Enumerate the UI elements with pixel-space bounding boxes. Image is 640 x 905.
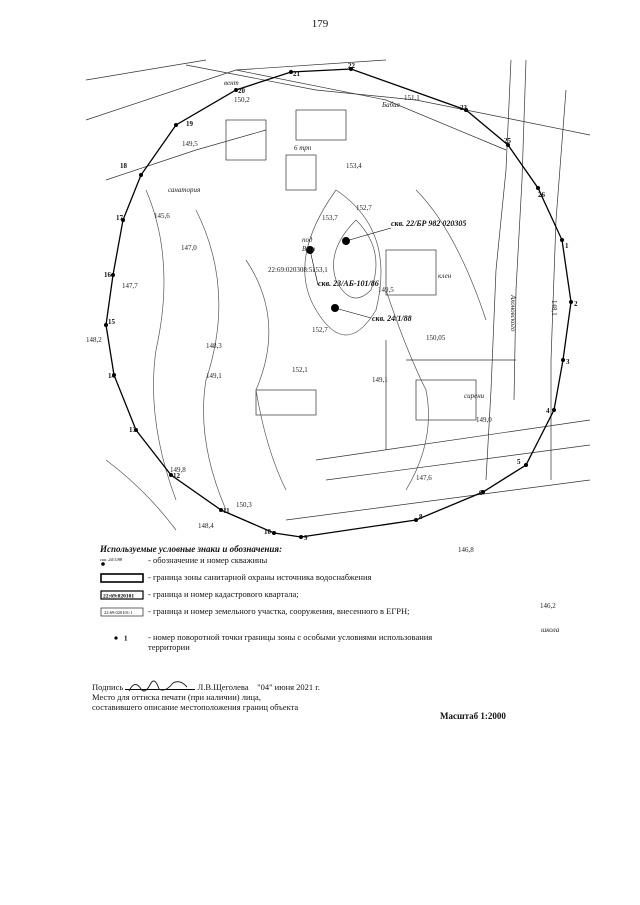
elevation-mark: 148,2 <box>86 336 102 344</box>
elevation-mark: 148,3 <box>206 342 222 350</box>
elevation-mark: 149,8 <box>170 466 186 474</box>
cadastral-quarter-icon <box>100 590 144 600</box>
svg-text:скв. 24/1/88: скв. 24/1/88 <box>100 557 123 562</box>
point-number: 14 <box>108 372 115 380</box>
elevations <box>86 94 558 610</box>
elevation-mark: 152,7 <box>356 204 372 212</box>
point-number: 3 <box>566 358 570 366</box>
elevation-mark: 149,1 <box>206 372 222 380</box>
map-label: 6 трп <box>294 144 312 152</box>
point-number: 15 <box>108 318 115 326</box>
point-number: 9 <box>304 534 308 542</box>
well-label: скв. 23/АБ-101/86 <box>318 279 379 288</box>
legend-text: - граница и номер земельного участка, сооружения, внесенного в ЕГРН; <box>148 606 410 616</box>
legend-item-parcel <box>96 605 436 631</box>
point-number: 12 <box>173 472 180 480</box>
point-number: 13 <box>129 426 136 434</box>
legend-item-zone <box>96 571 436 588</box>
legend-item-point <box>96 631 436 655</box>
point-number: 22 <box>348 62 355 70</box>
elevation-mark: 150,3 <box>236 501 252 509</box>
map-label: Бабия <box>382 101 400 109</box>
signature-mark <box>125 689 195 690</box>
svg-text:22:69:020101:1: 22:69:020101:1 <box>104 610 133 615</box>
elevation-mark: 150,05 <box>426 334 446 342</box>
point-number: 6 <box>479 489 483 497</box>
elevation-mark: 153,7 <box>322 214 338 222</box>
svg-text:22:69:020101: 22:69:020101 <box>103 593 135 600</box>
legend-text: - граница и номер кадастрового квартала; <box>148 589 299 599</box>
point-number: 2 <box>574 300 578 308</box>
turning-point-icon <box>100 633 144 643</box>
map-label: санатория <box>168 186 201 194</box>
elevation-mark: 148,4 <box>198 522 214 530</box>
point-number: 16 <box>104 271 111 279</box>
signature-prefix: Подпись <box>92 682 124 692</box>
signature-line <box>92 682 320 692</box>
svg-text:1: 1 <box>124 634 128 643</box>
zone-boundary-icon <box>100 573 144 583</box>
elevation-mark: 149,5 <box>182 140 198 148</box>
point-number: 26 <box>538 191 545 199</box>
page-number: 179 <box>311 18 329 30</box>
elevation-mark: 146,8 <box>458 546 474 554</box>
elevation-mark: 149,5 <box>378 286 394 294</box>
well-label: скв. 22/БР 982 020305 <box>391 219 467 228</box>
point-number: 1 <box>565 242 569 250</box>
elevation-mark: 153,4 <box>346 162 362 170</box>
elevation-mark: 150,2 <box>234 96 250 104</box>
stamp-place-text: Место для оттиска печати (при наличии) лица, <box>92 692 261 702</box>
map-label: клен <box>438 272 452 280</box>
elevation-mark: 153,1 <box>312 266 328 274</box>
point-number: 23 <box>460 104 467 112</box>
well-label: скв. 24/1/88 <box>372 314 412 323</box>
elevation-mark: 149,1 <box>372 376 388 384</box>
signer-name: Л.В.Щеголева <box>197 682 249 692</box>
elevation-mark: 148,1 <box>550 300 558 316</box>
legend-item-quarter <box>96 588 436 605</box>
point-number: 5 <box>517 458 521 466</box>
point-number: 4 <box>546 407 550 415</box>
point-number: 18 <box>120 162 127 170</box>
legend-text: - обозначение и номер скважины <box>148 555 268 565</box>
elevation-mark: 147,6 <box>416 474 432 482</box>
point-number: 20 <box>238 87 245 95</box>
elevation-mark: 152,1 <box>292 366 308 374</box>
legend-text: - номер поворотной точки границы зоны с особыми условиями использования территории <box>148 632 433 652</box>
point-number: 8 <box>419 513 423 521</box>
legend <box>96 544 436 655</box>
map-label: сирени <box>464 392 485 400</box>
map-label: Ваш <box>302 245 316 253</box>
elevation-mark: 149,0 <box>476 416 492 424</box>
elevation-mark: 147,0 <box>181 244 197 252</box>
land-parcel-icon <box>100 607 144 617</box>
legend-title: Используемые условные знаки и обозначения: <box>100 544 283 554</box>
signature-block <box>92 682 320 712</box>
elevation-mark: 146,2 <box>540 602 556 610</box>
point-number: 21 <box>293 70 300 78</box>
elevation-mark: 147,7 <box>122 282 138 290</box>
map-label: школа <box>541 626 560 634</box>
point-number: 10 <box>264 528 271 536</box>
signature-date: "04" июня 2021 г. <box>257 682 320 692</box>
point-number: 25 <box>504 137 511 145</box>
author-text: составившего описание местоположения границ объекта <box>92 702 299 712</box>
map-label: вент <box>224 79 239 87</box>
map-label: под <box>302 236 313 244</box>
handwritten-signature <box>125 679 195 695</box>
cadastral-label: 22:69:020308:5 <box>268 266 313 274</box>
point-number: 17 <box>116 214 123 222</box>
legend-item-well <box>96 554 436 571</box>
legend-text: - граница зоны санитарной охраны источника водоснабжения <box>148 572 372 582</box>
map-label: Ахоновского <box>509 295 517 332</box>
well-symbol-icon <box>100 556 144 566</box>
map-scale: Масштаб 1:2000 <box>440 711 506 721</box>
elevation-mark: 145,6 <box>154 212 170 220</box>
point-number: 19 <box>186 120 193 128</box>
point-number: 11 <box>223 507 230 515</box>
elevation-mark: 152,7 <box>312 326 328 334</box>
elevation-mark: 151,1 <box>404 94 420 102</box>
